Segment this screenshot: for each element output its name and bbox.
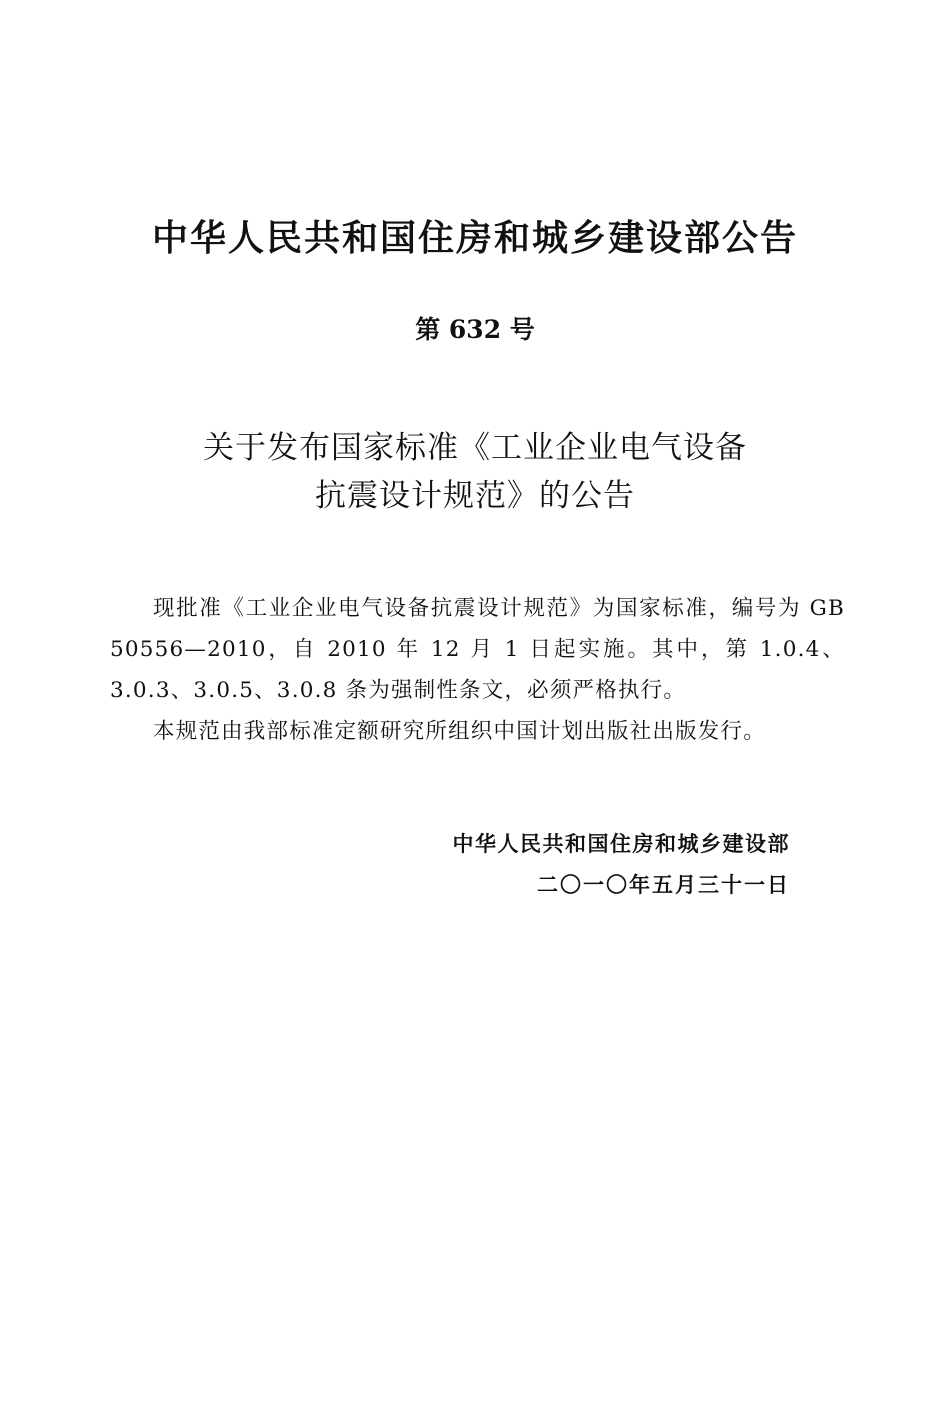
body-paragraph-2: 本规范由我部标准定额研究所组织中国计划出版社出版发行。	[153, 719, 766, 744]
ministry-announcement-title: 中华人民共和国住房和城乡建设部公告	[151, 218, 798, 259]
announcement-body	[110, 588, 845, 752]
subject-line-2: 抗震设计规范》的公告	[315, 478, 635, 514]
signature-organization: 中华人民共和国住房和城乡建设部	[452, 832, 790, 856]
body-paragraph-1: 现批准《工业企业电气设备抗震设计规范》为国家标准，编号为 GB 50556—2010，自 2010 年 12 月 1 日起实施。其中，第 1.0.4、3.0.3、3.0.5、3.0.8 条为强制性条文，必须严格执行。	[110, 596, 845, 703]
announcement-number: 第 632 号	[415, 315, 535, 344]
announcement-subject	[0, 424, 950, 520]
signature-date: 二〇一〇年五月三十一日	[537, 873, 790, 897]
subject-line-1: 关于发布国家标准《工业企业电气设备	[203, 430, 747, 466]
